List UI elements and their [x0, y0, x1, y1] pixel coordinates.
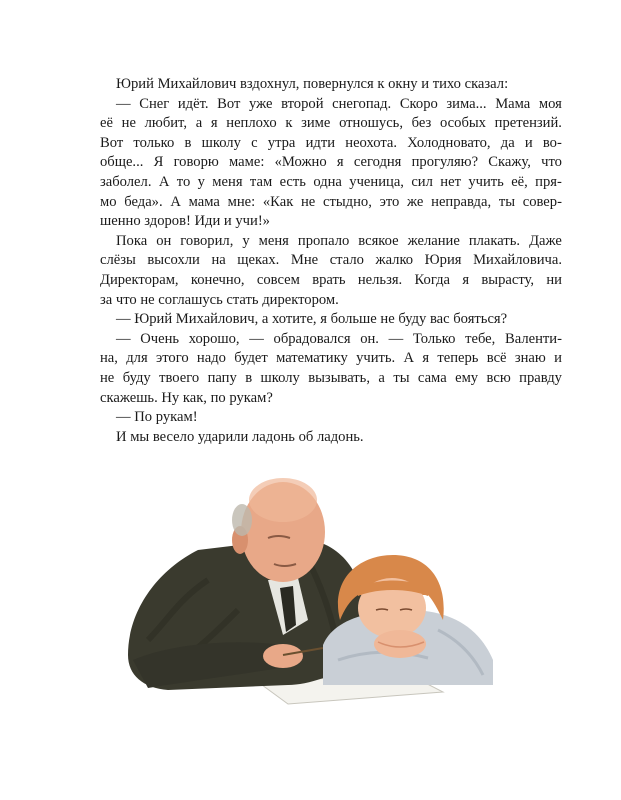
text-line: обще... Я говорю маме: «Можно я сегодня прогуляю? Скажу, что	[100, 154, 562, 171]
text-line: заболел. А то у меня там есть одна ученица, сил нет учить её, пря-	[100, 173, 562, 190]
text-line: Директорам, конечно, совсем врать нельзя. Когда я вырасту, ни	[100, 271, 562, 288]
text-line: Пока он говорил, у меня пропало всякое желание плакать. Даже	[116, 232, 562, 249]
text-line: — По рукам!	[116, 409, 198, 426]
text-line: Юрий Михайлович вздохнул, повернулся к окну и тихо сказал:	[116, 76, 509, 92]
text-line: — Снег идёт. Вот уже второй снегопад. Скоро зима... Мама моя	[116, 95, 562, 112]
illustration-man-and-girl	[108, 460, 508, 710]
text-line: на, для этого надо будет математику учить. А я теперь всё знаю и	[100, 350, 562, 367]
man-hair	[232, 504, 252, 536]
text-line: слёзы высохли на щеках. Мне стало жалко Юрия Михайловича.	[100, 252, 562, 269]
text-line: Вот только в школу с утра идти неохота. Холодновато, да и во-	[100, 134, 562, 151]
text-line: шенно здоров! Иди и учи!»	[100, 213, 270, 230]
text-line: — Юрий Михайлович, а хотите, я больше не буду вас бояться?	[116, 311, 508, 328]
text-line: — Очень хорошо, — обрадовался он. — Только тебе, Валенти-	[116, 330, 562, 347]
text-line: её не любит, а я неплохо к зиме отношусь, без особых претензий.	[100, 115, 562, 132]
text-block	[100, 75, 562, 447]
man-hand	[263, 644, 303, 668]
text-line: скажешь. Ну как, по рукам?	[100, 389, 273, 406]
text-line: И мы весело ударили ладонь об ладонь.	[116, 428, 364, 445]
text-line: мо беда». А мама мне: «Как не стыдно, это же неправда, ты совер-	[100, 193, 562, 210]
text-line: не буду твоего папу в школу вызывать, а ты сама ему всю правду	[100, 369, 562, 386]
text-line: за что не соглашусь стать директором.	[100, 291, 339, 308]
